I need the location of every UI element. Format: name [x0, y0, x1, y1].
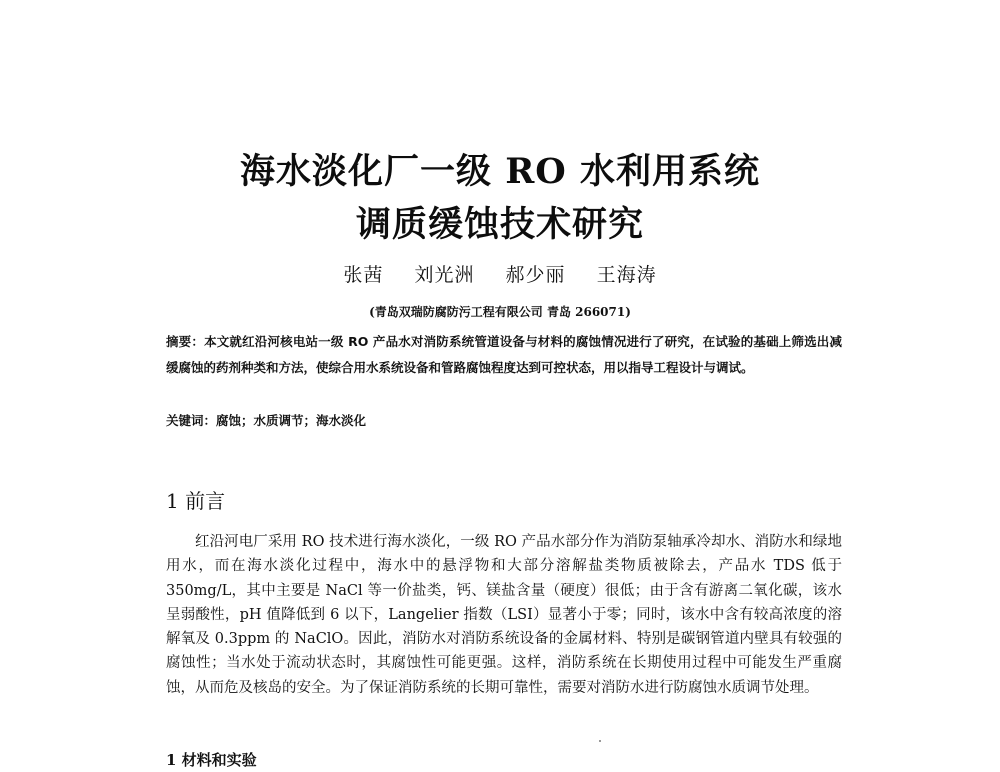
author-name: 郝少丽 — [505, 264, 566, 286]
author-list — [0, 262, 1000, 288]
author-name: 张茜 — [343, 264, 384, 286]
abstract — [166, 329, 842, 381]
paper-title-line-1: 海水淡化厂一级 RO 水利用系统 — [240, 151, 760, 192]
keywords — [166, 409, 842, 433]
author-name: 刘光洲 — [414, 264, 475, 286]
keywords-label: 关键词： — [166, 413, 217, 428]
affiliation: (青岛双瑞防腐防污工程有限公司 青岛 266071) — [369, 305, 631, 319]
keywords-text: 腐蚀；水质调节；海水淡化 — [216, 413, 367, 428]
author-name: 王海涛 — [596, 264, 657, 286]
abstract-label: 摘要： — [166, 334, 205, 349]
scan-speck — [599, 740, 601, 742]
abstract-text: 本文就红沿河核电站一级 RO 产品水对消防系统管道设备与材料的腐蚀情况进行了研究，在试验的基础上筛选出减缓腐蚀的药剂种类和方法，使综合用水系统设备和管路腐蚀程度达到可控状态，用以指导工程设计与调试。 — [166, 334, 842, 375]
section-heading-materials: 1 材料和实验 — [166, 751, 257, 769]
paper-title-line-2: 调质缓蚀技术研究 — [355, 204, 644, 245]
section-heading-introduction: 1 前言 — [166, 489, 226, 513]
introduction-paragraph: 红沿河电厂采用 RO 技术进行海水淡化，一级 RO 产品水部分作为消防泵轴承冷却水、消防水和绿地用水，而在海水淡化过程中，海水中的悬浮物和大部分溶解盐类物质被除去，产品水 TDS 低于 350mg/L，其中主要是 NaCl 等一价盐类，钙、镁盐含量（硬度）很低；由于含有游离二氧化碳，该水呈弱酸性，pH 值降低到 6 以下，Langelier 指数（LSI）显著小于零；同时，该水中含有较高浓度的溶解氧及 0.3ppm 的 NaClO。因此，消防水对消防系统设备的金属材料、特别是碳钢管道内壁具有较强的腐蚀性；当水处于流动状态时，其腐蚀性可能更强。这样，消防系统在长期使用过程中可能发生严重腐蚀，从而危及核岛的安全。为了保证消防系统的长期可靠性，需要对消防水进行防腐蚀水质调节处理。 — [166, 534, 842, 696]
